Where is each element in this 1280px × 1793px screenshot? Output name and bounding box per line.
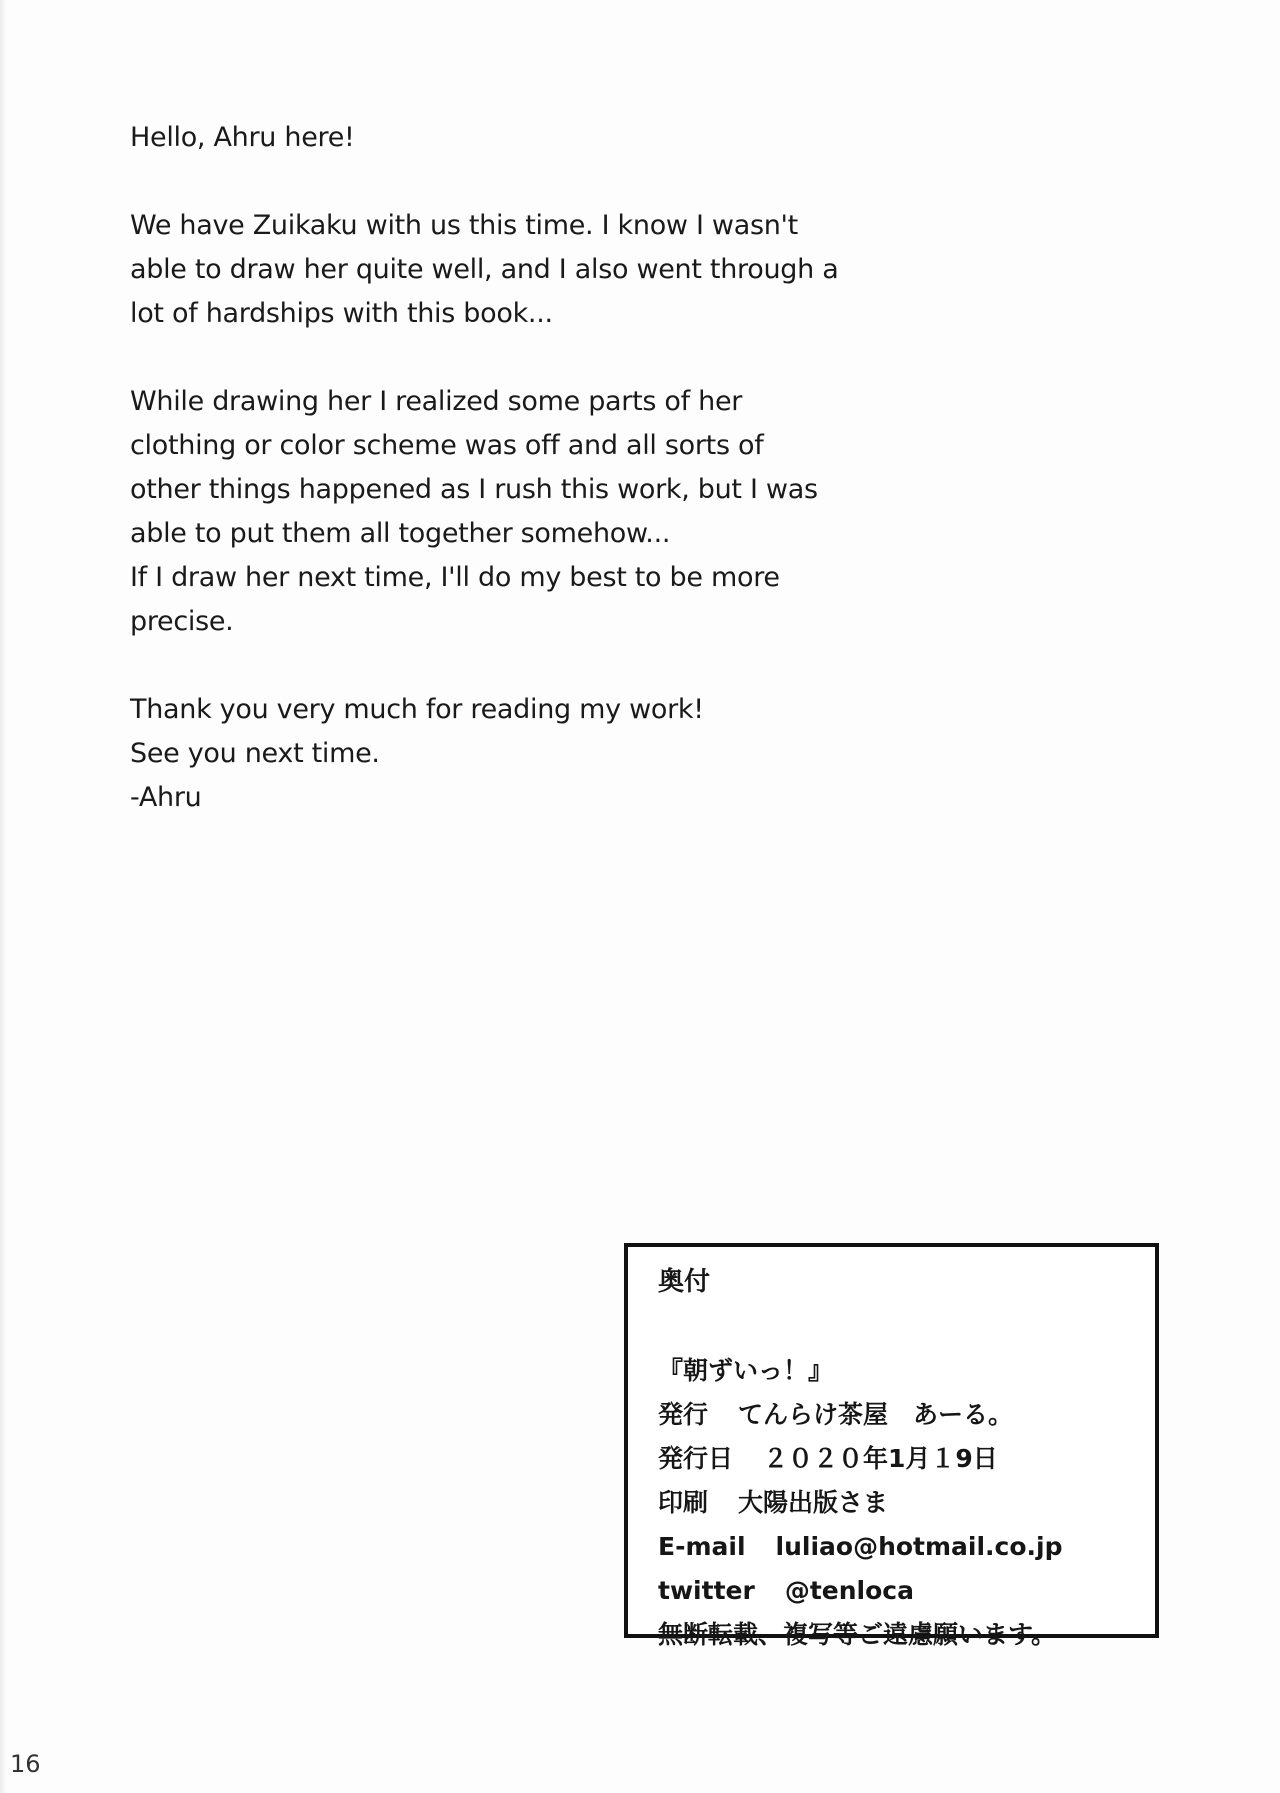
colophon-email-row: [658, 1525, 1148, 1569]
email-label: E-mail: [658, 1532, 746, 1561]
afterword-greeting: Hello, Ahru here!: [130, 122, 355, 153]
printer-value: 大陽出版さま: [738, 1488, 889, 1517]
afterword-text: [130, 116, 1130, 820]
afterword-line: able to draw her quite well, and I also went through a: [130, 254, 839, 285]
afterword-line: precise.: [130, 606, 234, 637]
paragraph-gap: [130, 160, 1130, 204]
twitter-label: twitter: [658, 1576, 755, 1605]
afterword-line: We have Zuikaku with us this time. I know I wasn't: [130, 210, 798, 241]
colophon-box: [624, 1243, 1159, 1649]
paragraph-gap: [130, 644, 1130, 688]
afterword-line: Thank you very much for reading my work!: [130, 694, 704, 725]
date-label: 発行日: [658, 1444, 734, 1473]
colophon-heading: 奥付: [658, 1267, 711, 1297]
afterword-line: While drawing her I realized some parts of her: [130, 386, 743, 417]
colophon-title: 『朝ずいっ！』: [658, 1356, 834, 1385]
colophon-info: [658, 1349, 1148, 1657]
email-value: luliao@hotmail.co.jp: [775, 1532, 1063, 1561]
afterword-line: clothing or color scheme was off and all sorts of: [130, 430, 764, 461]
colophon-date-row: [658, 1437, 1148, 1481]
afterword-line: lot of hardships with this book...: [130, 298, 553, 329]
page-edge-shadow: [0, 0, 6, 1793]
paragraph-gap: [130, 336, 1130, 380]
afterword-line: able to put them all together somehow...: [130, 518, 671, 549]
afterword-signature: -Ahru: [130, 782, 202, 813]
date-value: ２０２０年1月１9日: [763, 1444, 998, 1473]
afterword-line: See you next time.: [130, 738, 380, 769]
colophon-publisher-row: [658, 1393, 1148, 1437]
afterword-line: If I draw her next time, I'll do my best to be more: [130, 562, 780, 593]
publisher-label: 発行: [658, 1400, 709, 1429]
publisher-value: てんらけ茶屋 あーる。: [738, 1400, 1014, 1429]
page-number: 16: [10, 1750, 41, 1778]
colophon-notice: 無断転載、複写等ご遠慮願います。: [658, 1620, 1057, 1649]
afterword-line: other things happened as I rush this work, but I was: [130, 474, 818, 505]
twitter-value: @tenloca: [784, 1576, 914, 1605]
colophon-printer-row: [658, 1481, 1148, 1525]
printer-label: 印刷: [658, 1488, 709, 1517]
colophon-twitter-row: [658, 1569, 1148, 1613]
